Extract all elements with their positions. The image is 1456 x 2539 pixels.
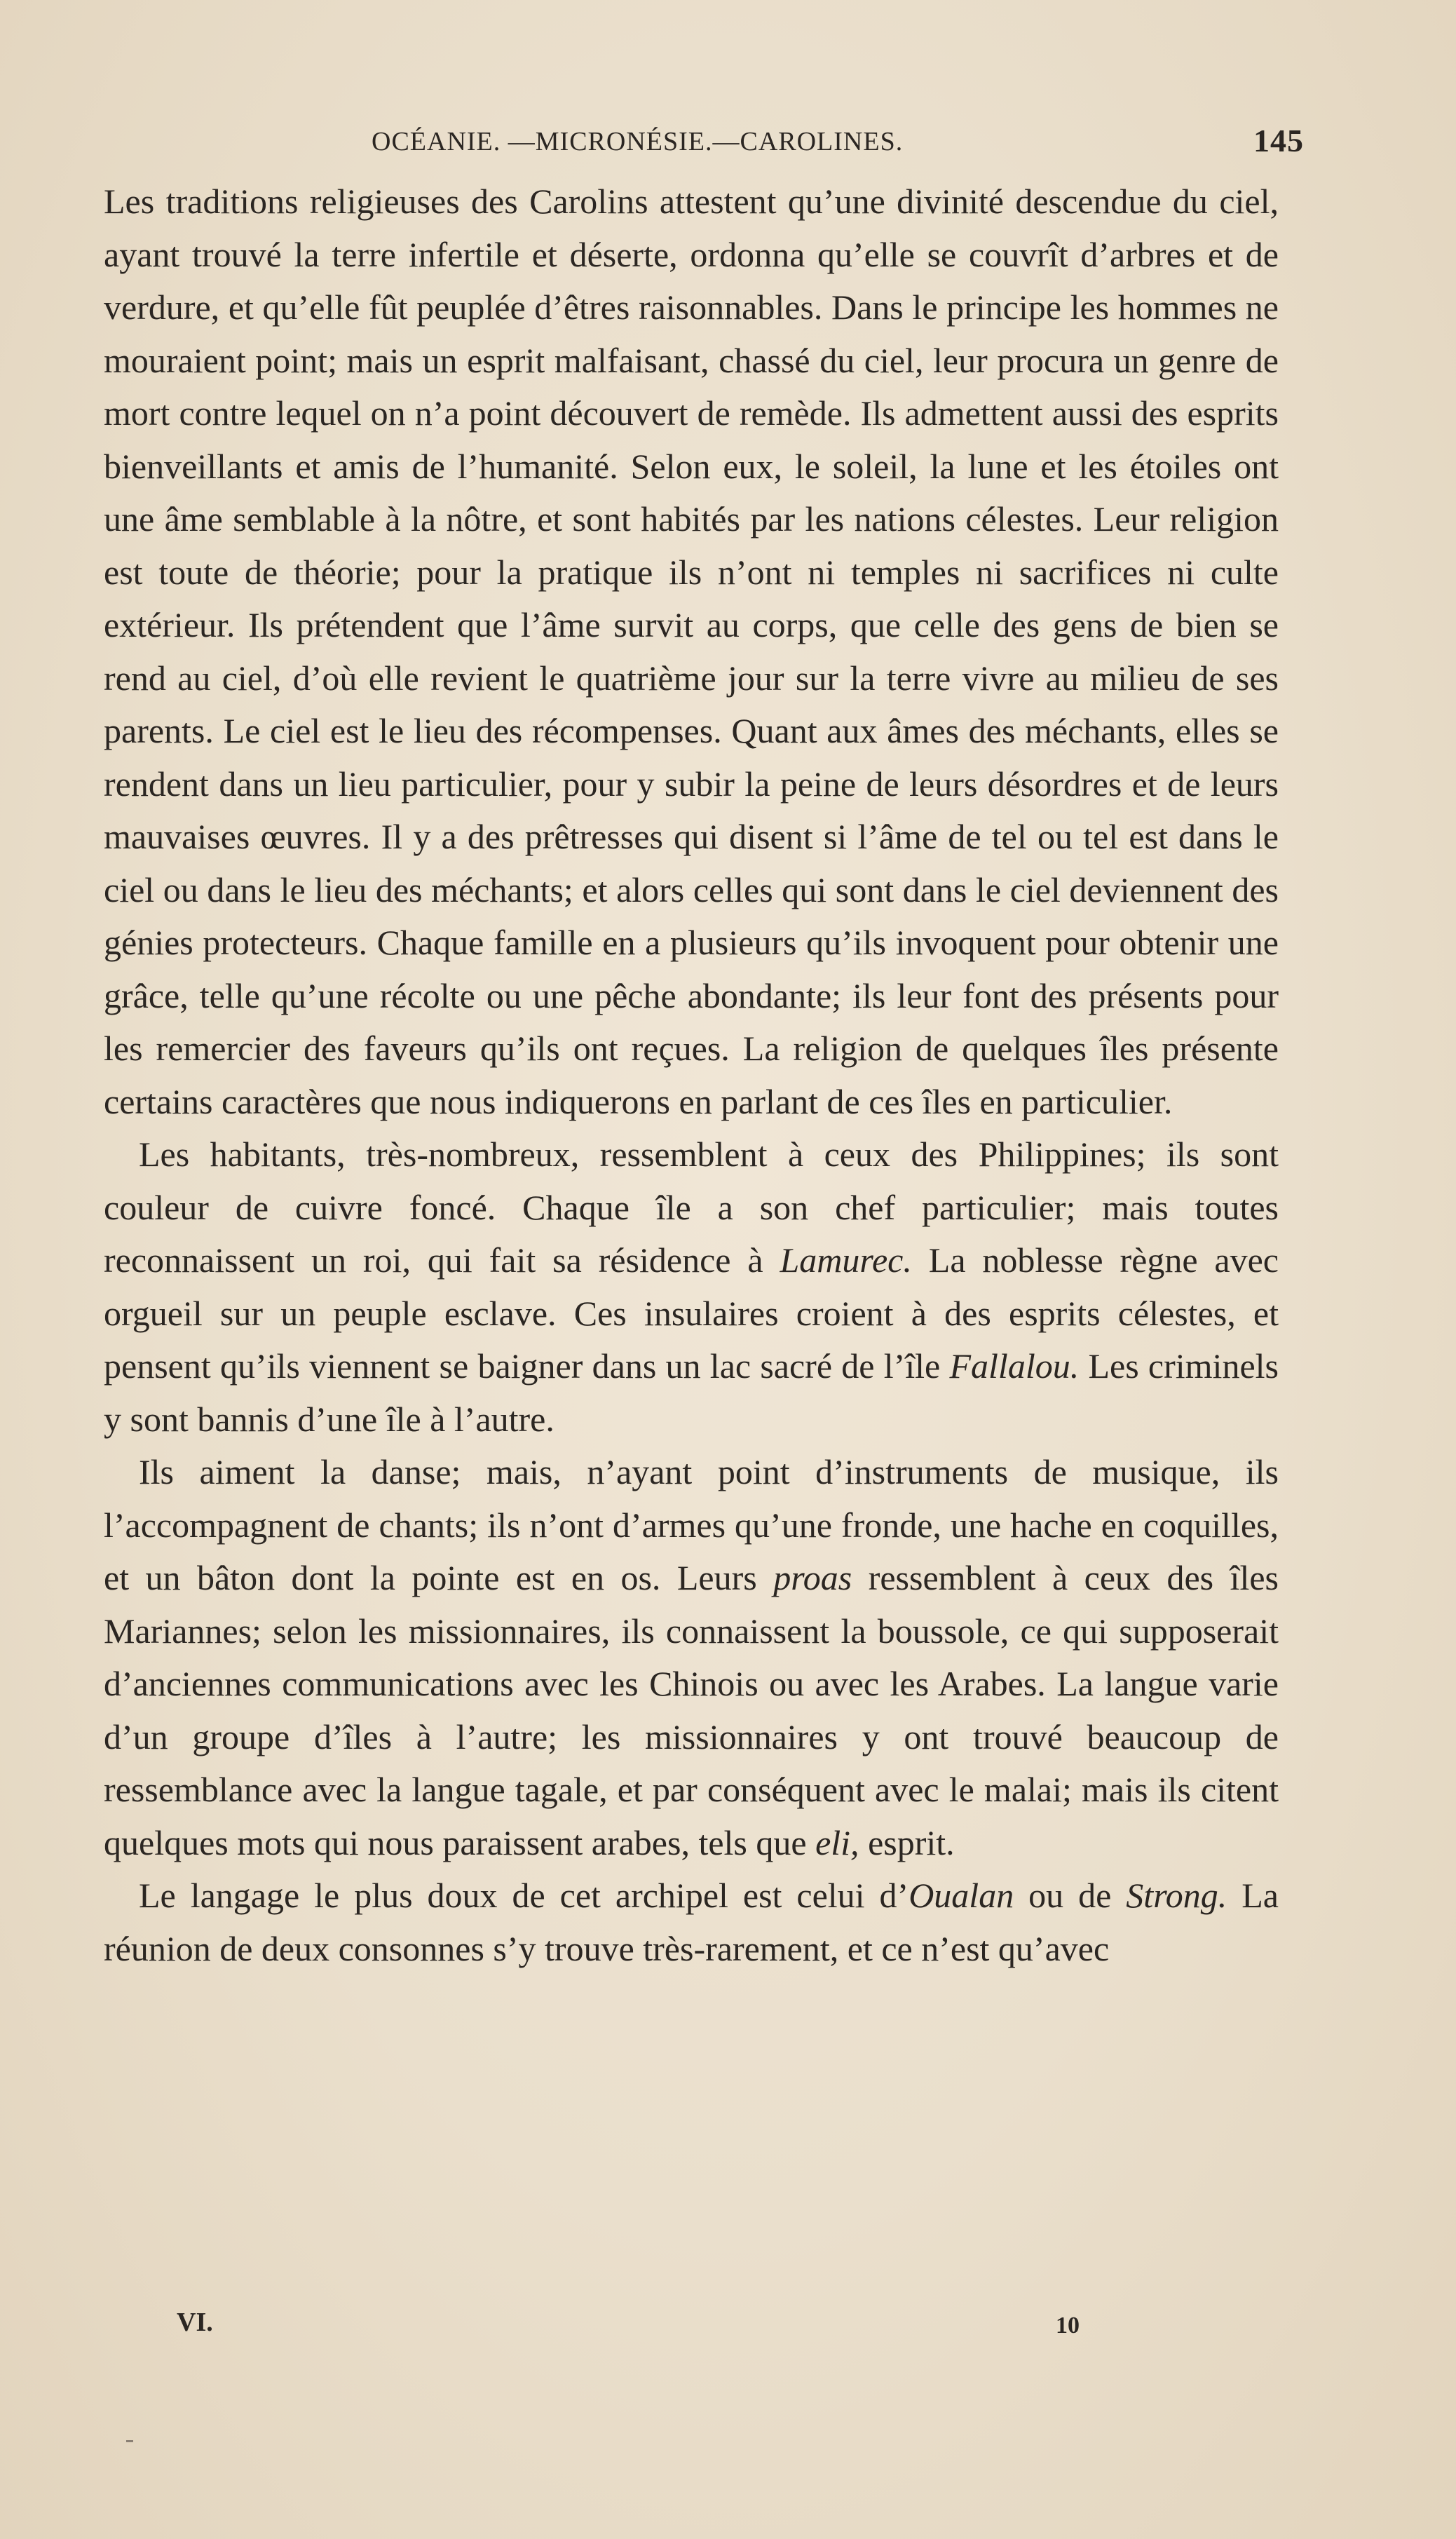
paragraph [104, 1128, 1279, 1446]
text-run: ressemblent à ceux des îles Mariannes; selon les missionnaires, ils connaissent la boussole, ce qui supposerait d’anciennes communications avec les Chinois ou avec les Arabes. La langue varie d’un groupe d’îles à l’autre; les missionnaires y ont trouvé beaucoup de ressemblance avec la langue tagale, et par conséquent avec le malai; mais ils citent quelques mots qui nous paraissent arabes, tels que [104, 1558, 1279, 1862]
signature-mark: 10 [1056, 2313, 1080, 2338]
running-header [372, 123, 1304, 168]
italic-term: Strong. [1126, 1876, 1227, 1915]
text-run: ou de [1014, 1876, 1127, 1915]
text-run: Les criminels y sont bannis d’une île à l’autre. [104, 1346, 1279, 1439]
italic-term: Fallalou. [949, 1346, 1080, 1386]
text-run: La noblesse règne avec orgueil sur un peuple esclave. Ces insulaires croient à des esprits célestes, et pensent qu’ils viennent se baigner dans un lac sacré de l’île [104, 1240, 1279, 1386]
text-run: Les habitants, très-nombreux, ressemblent à ceux des Philippines; ils sont couleur de cuivre foncé. Chaque île a son chef particulier; mais toutes reconnaissent un roi, qui fait sa résidence à [104, 1135, 1279, 1280]
volume-number: VI. [177, 2308, 213, 2337]
text-run: esprit. [859, 1822, 955, 1862]
text-run: Le langage le plus doux de cet archipel est celui d’ [139, 1876, 909, 1915]
text-run: La réunion de deux consonnes s’y trouve très-rarement, et ce n’est qu’avec [104, 1876, 1279, 1968]
italic-term: proas [773, 1558, 852, 1597]
page-number: 145 [1253, 123, 1304, 158]
paragraph [104, 175, 1279, 1128]
body-text [104, 175, 1279, 1975]
running-title: OCÉANIE. —MICRONÉSIE.—CAROLINES. [372, 127, 904, 156]
text-run: Ils aiment la danse; mais, n’ayant point d’instruments de musique, ils l’accompagnent de chants; ils n’ont d’armes qu’une fronde, une hache en coquilles, et un bâton dont la pointe est en os. Leurs [104, 1452, 1279, 1597]
italic-term: Oualan [909, 1876, 1014, 1915]
italic-term: eli, [815, 1822, 859, 1862]
paragraph [104, 1446, 1279, 1869]
italic-term: Lamurec. [780, 1240, 912, 1280]
paragraph [104, 1869, 1279, 1975]
text-run: Les traditions religieuses des Carolins attestent qu’une divinité descendue du ciel, ayant trouvé la terre infertile et déserte, ordonna qu’elle se couvrît d’arbres et de verdure, et qu’elle fût peuplée d’êtres raisonnables. Dans le principe les hommes ne mouraient point; mais un esprit malfaisant, chassé du ciel, leur procura un genre de mort contre lequel on n’a point découvert de remède. Ils admettent aussi des esprits bienveillants et amis de l’humanité. Selon eux, le soleil, la lune et les étoiles ont une âme semblable à la nôtre, et sont habités par les nations célestes. Leur religion est toute de théorie; pour la pratique ils n’ont ni temples ni sacrifices ni culte extérieur. Ils prétendent que l’âme survit au corps, que celle des gens de bien se rend au ciel, d’où elle revient le quatrième jour sur la terre vivre au milieu de ses parents. Le ciel est le lieu des récompenses. Quant aux âmes des méchants, elles se rendent dans un lieu particulier, pour y subir la peine de leurs désordres et de leurs mauvaises œuvres. Il y a des prêtresses qui disent si l’âme de tel ou tel est dans le ciel ou dans le lieu des méchants; et alors celles qui sont dans le ciel deviennent des génies protecteurs. Chaque famille en a plusieurs qu’ils invoquent pour obtenir une grâce, telle qu’une récolte ou une pêche abondante; ils leur font des présents pour les remercier des faveurs qu’ils ont reçues. La religion de quelques îles présente certains caractères que nous indiquerons en parlant de ces îles en particulier. [104, 182, 1279, 1121]
page-footer [0, 2307, 1456, 2349]
margin-mark [126, 2440, 133, 2442]
